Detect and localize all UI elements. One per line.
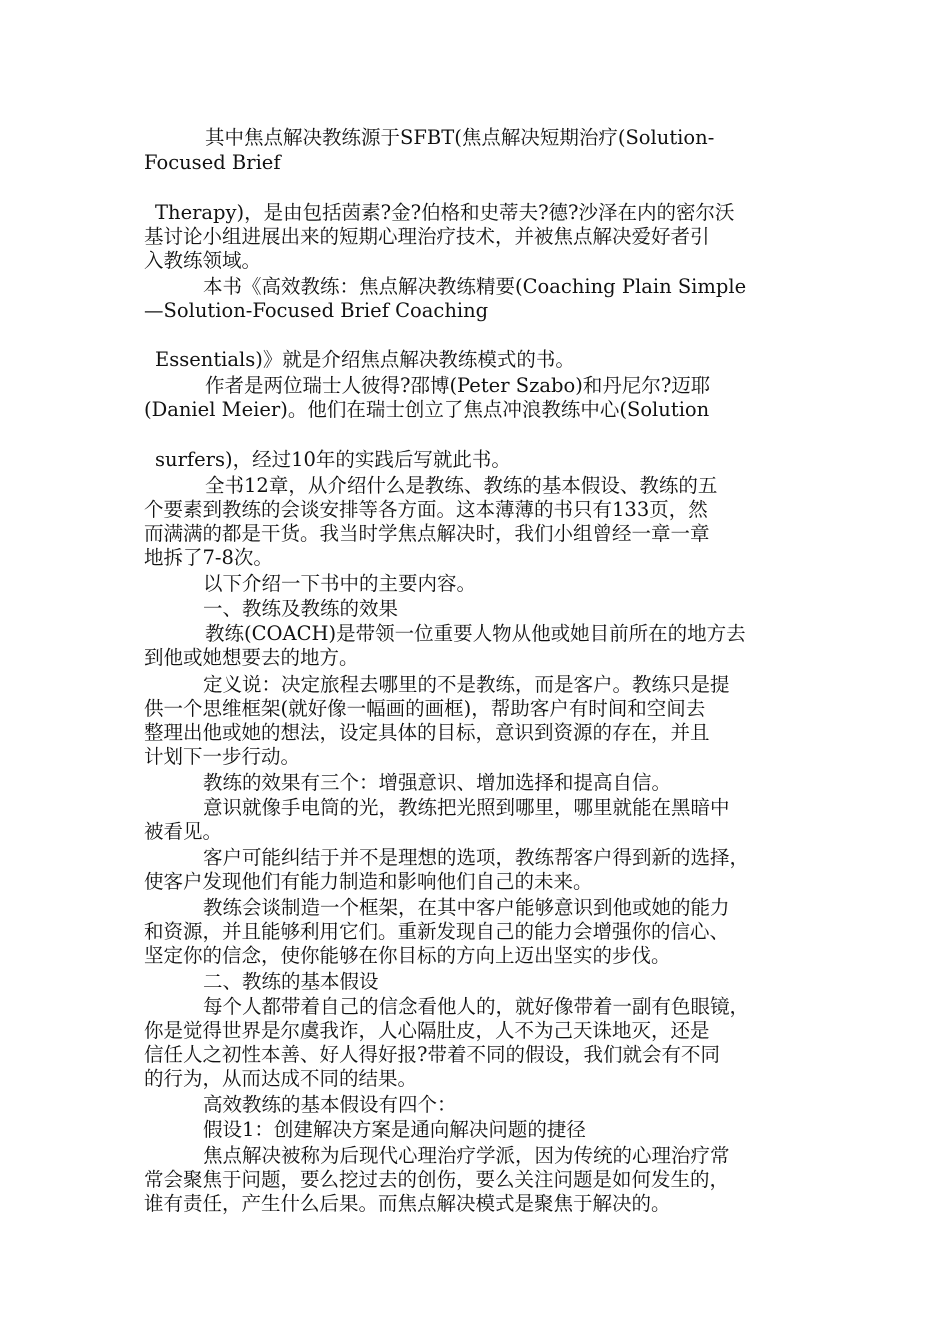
text-line: 以下介绍一下书中的主要内容。 bbox=[203, 572, 477, 595]
text-line: 作者是两位瑞士人彼得?邵博(Peter Szabo)和丹尼尔?迈耶 bbox=[205, 374, 711, 397]
text-line: (Daniel Meier)。他们在瑞士创立了焦点冲浪教练中心(Solution bbox=[144, 398, 710, 421]
text-line: 坚定你的信念，使你能够在你目标的方向上迈出坚实的步伐。 bbox=[144, 944, 671, 967]
text-line: Therapy)，是由包括茵素?金?伯格和史蒂夫?德?沙泽在内的密尔沃 bbox=[155, 201, 735, 224]
text-line: 客户可能纠结于并不是理想的选项，教练帮客户得到新的选择， bbox=[203, 846, 750, 869]
text-line: 常会聚焦于问题，要么挖过去的创伤，要么关注问题是如何发生的， bbox=[144, 1168, 730, 1191]
text-line: 你是觉得世界是尔虞我诈，人心隔肚皮，人不为己天诛地灭，还是 bbox=[144, 1019, 710, 1042]
section-heading: 一、教练及教练的效果 bbox=[203, 597, 399, 620]
text-line: 教练会谈制造一个框架，在其中客户能够意识到他或她的能力 bbox=[203, 896, 730, 919]
text-line: 定义说：决定旅程去哪里的不是教练，而是客户。教练只是提 bbox=[203, 673, 730, 696]
text-line: 意识就像手电筒的光，教练把光照到哪里，哪里就能在黑暗中 bbox=[203, 796, 730, 819]
text-line: 使客户发现他们有能力制造和影响他们自己的未来。 bbox=[144, 870, 593, 893]
text-line: 信任人之初性本善、好人得好报?带着不同的假设，我们就会有不同 bbox=[144, 1043, 720, 1066]
text-line: 而满满的都是干货。我当时学焦点解决时，我们小组曾经一章一章 bbox=[144, 522, 710, 545]
text-line: 焦点解决被称为后现代心理治疗学派，因为传统的心理治疗常 bbox=[203, 1144, 730, 1167]
text-line: 被看见。 bbox=[144, 820, 223, 843]
text-line: 全书12章，从介绍什么是教练、教练的基本假设、教练的五 bbox=[205, 474, 718, 497]
text-line: surfers)，经过10年的实践后写就此书。 bbox=[155, 448, 511, 471]
text-line: 假设1：创建解决方案是通向解决问题的捷径 bbox=[203, 1118, 586, 1141]
text-line: 的行为，从而达成不同的结果。 bbox=[144, 1067, 418, 1090]
text-line: 教练的效果有三个：增强意识、增加选择和提高自信。 bbox=[203, 771, 672, 794]
text-line: —Solution-Focused Brief Coaching bbox=[144, 299, 489, 322]
text-line: 每个人都带着自己的信念看他人的，就好像带着一副有色眼镜， bbox=[203, 995, 750, 1018]
text-line: 其中焦点解决教练源于SFBT(焦点解决短期治疗(Solution- bbox=[205, 126, 715, 149]
text-line: 计划下一步行动。 bbox=[144, 745, 301, 768]
text-line: 个要素到教练的会谈安排等各方面。这本薄薄的书只有133页，然 bbox=[144, 498, 708, 521]
text-line: 谁有责任，产生什么后果。而焦点解决模式是聚焦于解决的。 bbox=[144, 1192, 671, 1215]
text-line: 高效教练的基本假设有四个： bbox=[203, 1093, 457, 1116]
section-heading: 二、教练的基本假设 bbox=[203, 970, 379, 993]
text-line: Essentials)》就是介绍焦点解决教练模式的书。 bbox=[155, 348, 575, 371]
text-line: 入教练领域。 bbox=[144, 249, 262, 272]
text-line: 地拆了7-8次。 bbox=[144, 546, 273, 569]
text-line: 供一个思维框架(就好像一幅画的画框)，帮助客户有时间和空间去 bbox=[144, 697, 706, 720]
text-line: 教练(COACH)是带领一位重要人物从他或她目前所在的地方去 bbox=[205, 622, 746, 645]
text-line: 和资源，并且能够利用它们。重新发现自己的能力会增强你的信心、 bbox=[144, 920, 730, 943]
text-line: 整理出他或她的想法，设定具体的目标，意识到资源的存在，并且 bbox=[144, 721, 710, 744]
text-line: 本书《高效教练：焦点解决教练精要(Coaching Plain Simple bbox=[203, 275, 747, 298]
text-line: Focused Brief bbox=[144, 151, 281, 174]
text-line: 到他或她想要去的地方。 bbox=[144, 646, 359, 669]
text-line: 基讨论小组进展出来的短期心理治疗技术，并被焦点解决爱好者引 bbox=[144, 225, 710, 248]
